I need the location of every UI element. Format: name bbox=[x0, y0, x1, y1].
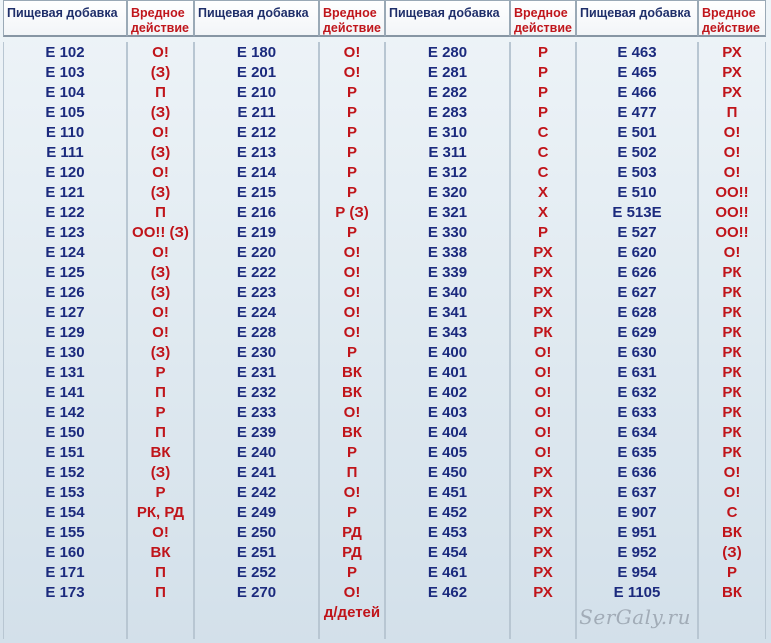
column-group bbox=[576, 0, 766, 643]
additive-code: E 338 bbox=[427, 244, 468, 261]
additive-code: E 450 bbox=[427, 464, 468, 481]
harm-effect: Р bbox=[346, 184, 357, 201]
harm-effect: О! bbox=[152, 244, 169, 261]
harm-effect: (З) bbox=[150, 184, 171, 201]
additive-code: E 634 bbox=[617, 424, 657, 441]
harm-effect: Р bbox=[537, 84, 548, 101]
harm-effect: О! bbox=[534, 404, 552, 421]
harm-effect: О! bbox=[534, 384, 552, 401]
harm-effect: (З) bbox=[150, 344, 171, 361]
additive-code: E 123 bbox=[45, 224, 85, 241]
harm-effect: Р bbox=[155, 364, 166, 381]
additive-code: E 321 bbox=[427, 204, 468, 221]
harm-effect: О! bbox=[534, 424, 552, 441]
harm-effect: РД bbox=[342, 524, 362, 541]
additive-code: E 451 bbox=[427, 484, 468, 501]
additive-column bbox=[194, 0, 319, 643]
harm-effect: РК bbox=[722, 384, 742, 401]
additive-column-header bbox=[194, 0, 319, 37]
harm-effect: Х bbox=[537, 184, 548, 201]
additive-code: E 631 bbox=[617, 364, 657, 381]
additive-code: E 633 bbox=[617, 404, 657, 421]
additive-code: E 330 bbox=[427, 224, 468, 241]
harm-effect: ОО!! bbox=[715, 204, 749, 221]
harm-effect: О! bbox=[343, 584, 361, 601]
harm-effect: О! bbox=[723, 244, 741, 261]
watermark: SerGaly.ru bbox=[579, 605, 691, 629]
additive-code: E 142 bbox=[45, 404, 85, 421]
column-group bbox=[3, 0, 194, 643]
additive-code: E 951 bbox=[617, 524, 657, 541]
harm-effect: Р bbox=[346, 344, 357, 361]
harm-effect: О! bbox=[723, 464, 741, 481]
additive-code: E 180 bbox=[236, 44, 277, 61]
additive-code: E 230 bbox=[236, 344, 277, 361]
additive-code: E 211 bbox=[237, 104, 276, 121]
additive-code: E 249 bbox=[236, 504, 277, 521]
additive-code: E 153 bbox=[45, 484, 85, 501]
harm-effect: (З) bbox=[722, 544, 742, 561]
additive-header-label: Пищевая добавка bbox=[198, 6, 309, 20]
harm-effect: Р bbox=[537, 64, 548, 81]
additive-code: E 637 bbox=[617, 484, 657, 501]
harm-effect: О! bbox=[152, 44, 169, 61]
harm-effect: О! bbox=[343, 484, 361, 501]
harm-effect: ВК bbox=[342, 424, 362, 441]
harm-effect: РК bbox=[722, 344, 742, 361]
additive-code: E 312 bbox=[427, 164, 468, 181]
harm-effect: О! bbox=[343, 244, 361, 261]
additive-code: E 228 bbox=[236, 324, 277, 341]
harm-header-line2: действие bbox=[323, 21, 381, 35]
harm-effect: О! bbox=[343, 44, 361, 61]
harm-header-line1: Вредное bbox=[702, 6, 756, 20]
additives-table bbox=[3, 0, 770, 643]
additive-code: E 216 bbox=[236, 204, 277, 221]
additive-code: E 463 bbox=[617, 44, 657, 61]
additive-code: E 126 bbox=[45, 284, 85, 301]
harm-effect: О! bbox=[723, 124, 741, 141]
additive-code: E 127 bbox=[45, 304, 85, 321]
harm-header-line2: действие bbox=[514, 21, 572, 35]
harm-effect: О! bbox=[343, 64, 361, 81]
harm-header-line2: действие bbox=[131, 21, 189, 35]
harm-effect: Р bbox=[346, 224, 357, 241]
harm-effect: Р bbox=[346, 564, 357, 581]
harm-effect: О! bbox=[152, 324, 169, 341]
harm-effect: Р bbox=[346, 124, 357, 141]
harm-effect: Р bbox=[346, 104, 357, 121]
additive-code: E 280 bbox=[427, 44, 468, 61]
harm-column bbox=[127, 0, 194, 643]
harm-effect: О! bbox=[152, 304, 169, 321]
additive-code: E 105 bbox=[45, 104, 85, 121]
harm-effect: С bbox=[537, 124, 549, 141]
harm-effect: (З) bbox=[150, 464, 171, 481]
additive-code: E 403 bbox=[427, 404, 468, 421]
harm-effect: РК bbox=[722, 444, 742, 461]
additive-code: E 632 bbox=[617, 384, 657, 401]
additive-code: E 626 bbox=[617, 264, 657, 281]
harm-column-header bbox=[510, 0, 576, 37]
additive-code: E 400 bbox=[427, 344, 468, 361]
additive-code: E 160 bbox=[45, 544, 85, 561]
additive-code: E 630 bbox=[617, 344, 657, 361]
harm-effect: О! bbox=[152, 524, 169, 541]
harm-effect: Р bbox=[537, 104, 548, 121]
additive-code: E 310 bbox=[427, 124, 468, 141]
additive-code: E 341 bbox=[427, 304, 468, 321]
harm-effect: С bbox=[537, 164, 549, 181]
additive-code: E 152 bbox=[45, 464, 85, 481]
additive-code: E 129 bbox=[45, 324, 85, 341]
harm-effect: РХ bbox=[533, 544, 553, 561]
additive-code: E 103 bbox=[45, 64, 85, 81]
additive-column bbox=[576, 0, 698, 643]
additive-code: E 620 bbox=[617, 244, 657, 261]
harm-column-header bbox=[127, 0, 194, 37]
additive-code: E 907 bbox=[617, 504, 657, 521]
additive-code: E 465 bbox=[617, 64, 657, 81]
additive-code: E 131 bbox=[45, 364, 85, 381]
additive-code: E 503 bbox=[617, 164, 657, 181]
additive-code: E 629 bbox=[617, 324, 657, 341]
additive-code: E 527 bbox=[617, 224, 657, 241]
harm-effect: П bbox=[155, 84, 166, 101]
additive-code: E 151 bbox=[45, 444, 85, 461]
harm-column bbox=[510, 0, 576, 643]
additive-code: E 215 bbox=[236, 184, 277, 201]
harm-effect: ВК bbox=[342, 384, 362, 401]
additive-code: E 122 bbox=[45, 204, 85, 221]
additive-code: E 454 bbox=[427, 544, 468, 561]
harm-effect: РХ bbox=[533, 284, 553, 301]
additive-code: E 628 bbox=[617, 304, 657, 321]
additive-code: E 220 bbox=[236, 244, 277, 261]
additive-code: E 130 bbox=[45, 344, 85, 361]
harm-effect: ВК bbox=[150, 544, 171, 561]
additive-code: E 242 bbox=[236, 484, 277, 501]
harm-effect: О! bbox=[723, 164, 741, 181]
harm-effect: О! bbox=[152, 124, 169, 141]
additive-column bbox=[3, 0, 127, 643]
harm-effect: Х bbox=[537, 204, 548, 221]
additive-code: E 154 bbox=[45, 504, 85, 521]
harm-effect: С bbox=[537, 144, 549, 161]
additive-header-label: Пищевая добавка bbox=[7, 6, 118, 20]
harm-effect: ОО!! (З) bbox=[132, 224, 189, 241]
additive-code: E 125 bbox=[45, 264, 85, 281]
harm-effect: ВК bbox=[150, 444, 171, 461]
harm-effect: О! bbox=[343, 324, 361, 341]
harm-effect: О! bbox=[343, 284, 361, 301]
additive-code: E 173 bbox=[45, 584, 85, 601]
column-group bbox=[385, 0, 576, 643]
additive-code: E 501 bbox=[617, 124, 657, 141]
harm-effect: РК, РД bbox=[136, 504, 185, 521]
additive-column-header bbox=[576, 0, 698, 37]
additive-code: E 636 bbox=[617, 464, 657, 481]
harm-effect: О! bbox=[343, 264, 361, 281]
additive-code: E 224 bbox=[236, 304, 277, 321]
additive-code: E 141 bbox=[45, 384, 85, 401]
additive-code: E 124 bbox=[45, 244, 85, 261]
harm-effect: О! bbox=[723, 484, 741, 501]
harm-effect: РК bbox=[722, 424, 742, 441]
additive-header-label: Пищевая добавка bbox=[389, 6, 500, 20]
harm-effect: Р bbox=[346, 444, 357, 461]
additive-code: E 627 bbox=[617, 284, 657, 301]
additive-code: E 201 bbox=[236, 64, 277, 81]
additive-code: E 401 bbox=[427, 364, 468, 381]
harm-effect: РХ bbox=[533, 244, 553, 261]
harm-effect: РХ bbox=[533, 564, 553, 581]
harm-effect: Р bbox=[537, 44, 548, 61]
additive-code: E 466 bbox=[617, 84, 657, 101]
additive-code: E 210 bbox=[236, 84, 277, 101]
harm-effect: О! bbox=[534, 444, 552, 461]
additive-code: E 462 bbox=[427, 584, 468, 601]
additive-code: E 513E bbox=[612, 204, 662, 221]
harm-effect: РХ bbox=[533, 304, 553, 321]
harm-effect: ОО!! bbox=[715, 224, 749, 241]
harm-effect: РХ bbox=[722, 64, 742, 81]
harm-effect: (З) bbox=[150, 284, 171, 301]
additive-code: E 213 bbox=[236, 144, 277, 161]
harm-effect: О! bbox=[343, 304, 361, 321]
harm-effect: РХ bbox=[533, 504, 553, 521]
harm-effect: РХ bbox=[533, 484, 553, 501]
additive-code: E 214 bbox=[236, 164, 277, 181]
additive-code: E 251 bbox=[236, 544, 277, 561]
additive-code: E 405 bbox=[427, 444, 468, 461]
harm-column-header bbox=[319, 0, 385, 37]
harm-effect: РК bbox=[722, 324, 742, 341]
additive-code: E 250 bbox=[236, 524, 277, 541]
additive-code: E 453 bbox=[427, 524, 468, 541]
harm-effect: О! bbox=[534, 364, 552, 381]
harm-effect: (З) bbox=[150, 144, 171, 161]
harm-column bbox=[319, 0, 385, 643]
additive-code: E 241 bbox=[236, 464, 277, 481]
additive-code: E 952 bbox=[617, 544, 657, 561]
additive-code: E 452 bbox=[427, 504, 468, 521]
harm-effect: Р bbox=[726, 564, 737, 581]
additive-code: E 150 bbox=[45, 424, 85, 441]
additive-header-label: Пищевая добавка bbox=[580, 6, 691, 20]
additive-code: E 510 bbox=[617, 184, 657, 201]
harm-effect: П bbox=[155, 424, 166, 441]
additive-code: E 339 bbox=[427, 264, 468, 281]
harm-effect: ВК bbox=[342, 364, 362, 381]
additive-code: E 461 bbox=[427, 564, 468, 581]
additive-code: E 110 bbox=[45, 124, 85, 141]
additive-code: E 283 bbox=[427, 104, 468, 121]
additive-code: E 635 bbox=[617, 444, 657, 461]
additive-code: E 311 bbox=[428, 144, 467, 161]
harm-effect: РК bbox=[722, 304, 742, 321]
harm-effect: Р bbox=[155, 484, 166, 501]
harm-effect: ВК bbox=[722, 584, 742, 601]
harm-column-header bbox=[698, 0, 766, 37]
harm-effect: Р (З) bbox=[335, 204, 369, 221]
harm-effect: д/детей bbox=[323, 604, 381, 621]
additive-code: E 231 bbox=[236, 364, 277, 381]
additive-code: E 340 bbox=[427, 284, 468, 301]
harm-effect: П bbox=[155, 384, 166, 401]
harm-header-line1: Вредное bbox=[514, 6, 568, 20]
additive-code: E 155 bbox=[45, 524, 85, 541]
harm-effect: Р bbox=[155, 404, 166, 421]
additive-code: E 120 bbox=[45, 164, 85, 181]
additive-code: E 402 bbox=[427, 384, 468, 401]
additive-code: E 320 bbox=[427, 184, 468, 201]
harm-column bbox=[698, 0, 766, 643]
harm-effect: Р bbox=[346, 164, 357, 181]
harm-effect: П bbox=[155, 584, 166, 601]
harm-effect: РХ bbox=[722, 84, 742, 101]
harm-effect: ВК bbox=[722, 524, 742, 541]
additive-column bbox=[385, 0, 510, 643]
harm-effect: П bbox=[155, 204, 166, 221]
harm-effect: РХ bbox=[533, 524, 553, 541]
harm-effect: Р bbox=[346, 144, 357, 161]
harm-effect: О! bbox=[343, 404, 361, 421]
harm-effect: РК bbox=[533, 324, 553, 341]
harm-effect: РК bbox=[722, 404, 742, 421]
harm-effect: О! bbox=[534, 344, 552, 361]
harm-effect: Р bbox=[537, 224, 548, 241]
additive-code: E 223 bbox=[236, 284, 277, 301]
additive-code: E 954 bbox=[617, 564, 657, 581]
harm-effect: РК bbox=[722, 284, 742, 301]
harm-header-line1: Вредное bbox=[323, 6, 377, 20]
additive-code: E 404 bbox=[427, 424, 468, 441]
additive-column-header bbox=[385, 0, 510, 37]
harm-effect: Р bbox=[346, 84, 357, 101]
harm-effect: С bbox=[726, 504, 738, 521]
harm-effect: П bbox=[726, 104, 738, 121]
additive-code: E 270 bbox=[236, 584, 277, 601]
additive-code: E 343 bbox=[427, 324, 468, 341]
additive-column-header bbox=[3, 0, 127, 37]
additive-code: E 222 bbox=[236, 264, 277, 281]
harm-effect: РХ bbox=[722, 44, 742, 61]
additive-code: E 282 bbox=[427, 84, 468, 101]
harm-header-line1: Вредное bbox=[131, 6, 185, 20]
additive-code: E 212 bbox=[236, 124, 277, 141]
harm-effect: Р bbox=[346, 504, 357, 521]
harm-header-line2: действие bbox=[702, 21, 760, 35]
additive-code: E 111 bbox=[46, 144, 84, 161]
additive-code: E 477 bbox=[617, 104, 657, 121]
column-group bbox=[194, 0, 385, 643]
additive-code: E 171 bbox=[45, 564, 85, 581]
additive-code: E 502 bbox=[617, 144, 657, 161]
harm-effect: ОО!! bbox=[715, 184, 749, 201]
additive-code: E 104 bbox=[45, 84, 85, 101]
additive-code: E 102 bbox=[45, 44, 85, 61]
harm-effect: (З) bbox=[150, 264, 171, 281]
harm-effect: РХ bbox=[533, 264, 553, 281]
additive-code: E 233 bbox=[236, 404, 277, 421]
additive-code: E 240 bbox=[236, 444, 277, 461]
harm-effect: РХ bbox=[533, 464, 553, 481]
additive-code: E 219 bbox=[236, 224, 277, 241]
additive-code: E 121 bbox=[45, 184, 85, 201]
harm-effect: РХ bbox=[533, 584, 553, 601]
harm-effect: О! bbox=[723, 144, 741, 161]
additive-code: E 252 bbox=[236, 564, 277, 581]
harm-effect: РД bbox=[342, 544, 362, 561]
harm-effect: (З) bbox=[150, 64, 171, 81]
harm-effect: П bbox=[346, 464, 358, 481]
harm-effect: РК bbox=[722, 264, 742, 281]
additive-code: E 232 bbox=[236, 384, 277, 401]
harm-effect: П bbox=[155, 564, 166, 581]
additive-code: E 239 bbox=[236, 424, 277, 441]
harm-effect: РК bbox=[722, 364, 742, 381]
harm-effect: О! bbox=[152, 164, 169, 181]
harm-effect: (З) bbox=[150, 104, 171, 121]
additive-code: E 281 bbox=[427, 64, 468, 81]
additive-code: E 1105 bbox=[613, 584, 661, 601]
